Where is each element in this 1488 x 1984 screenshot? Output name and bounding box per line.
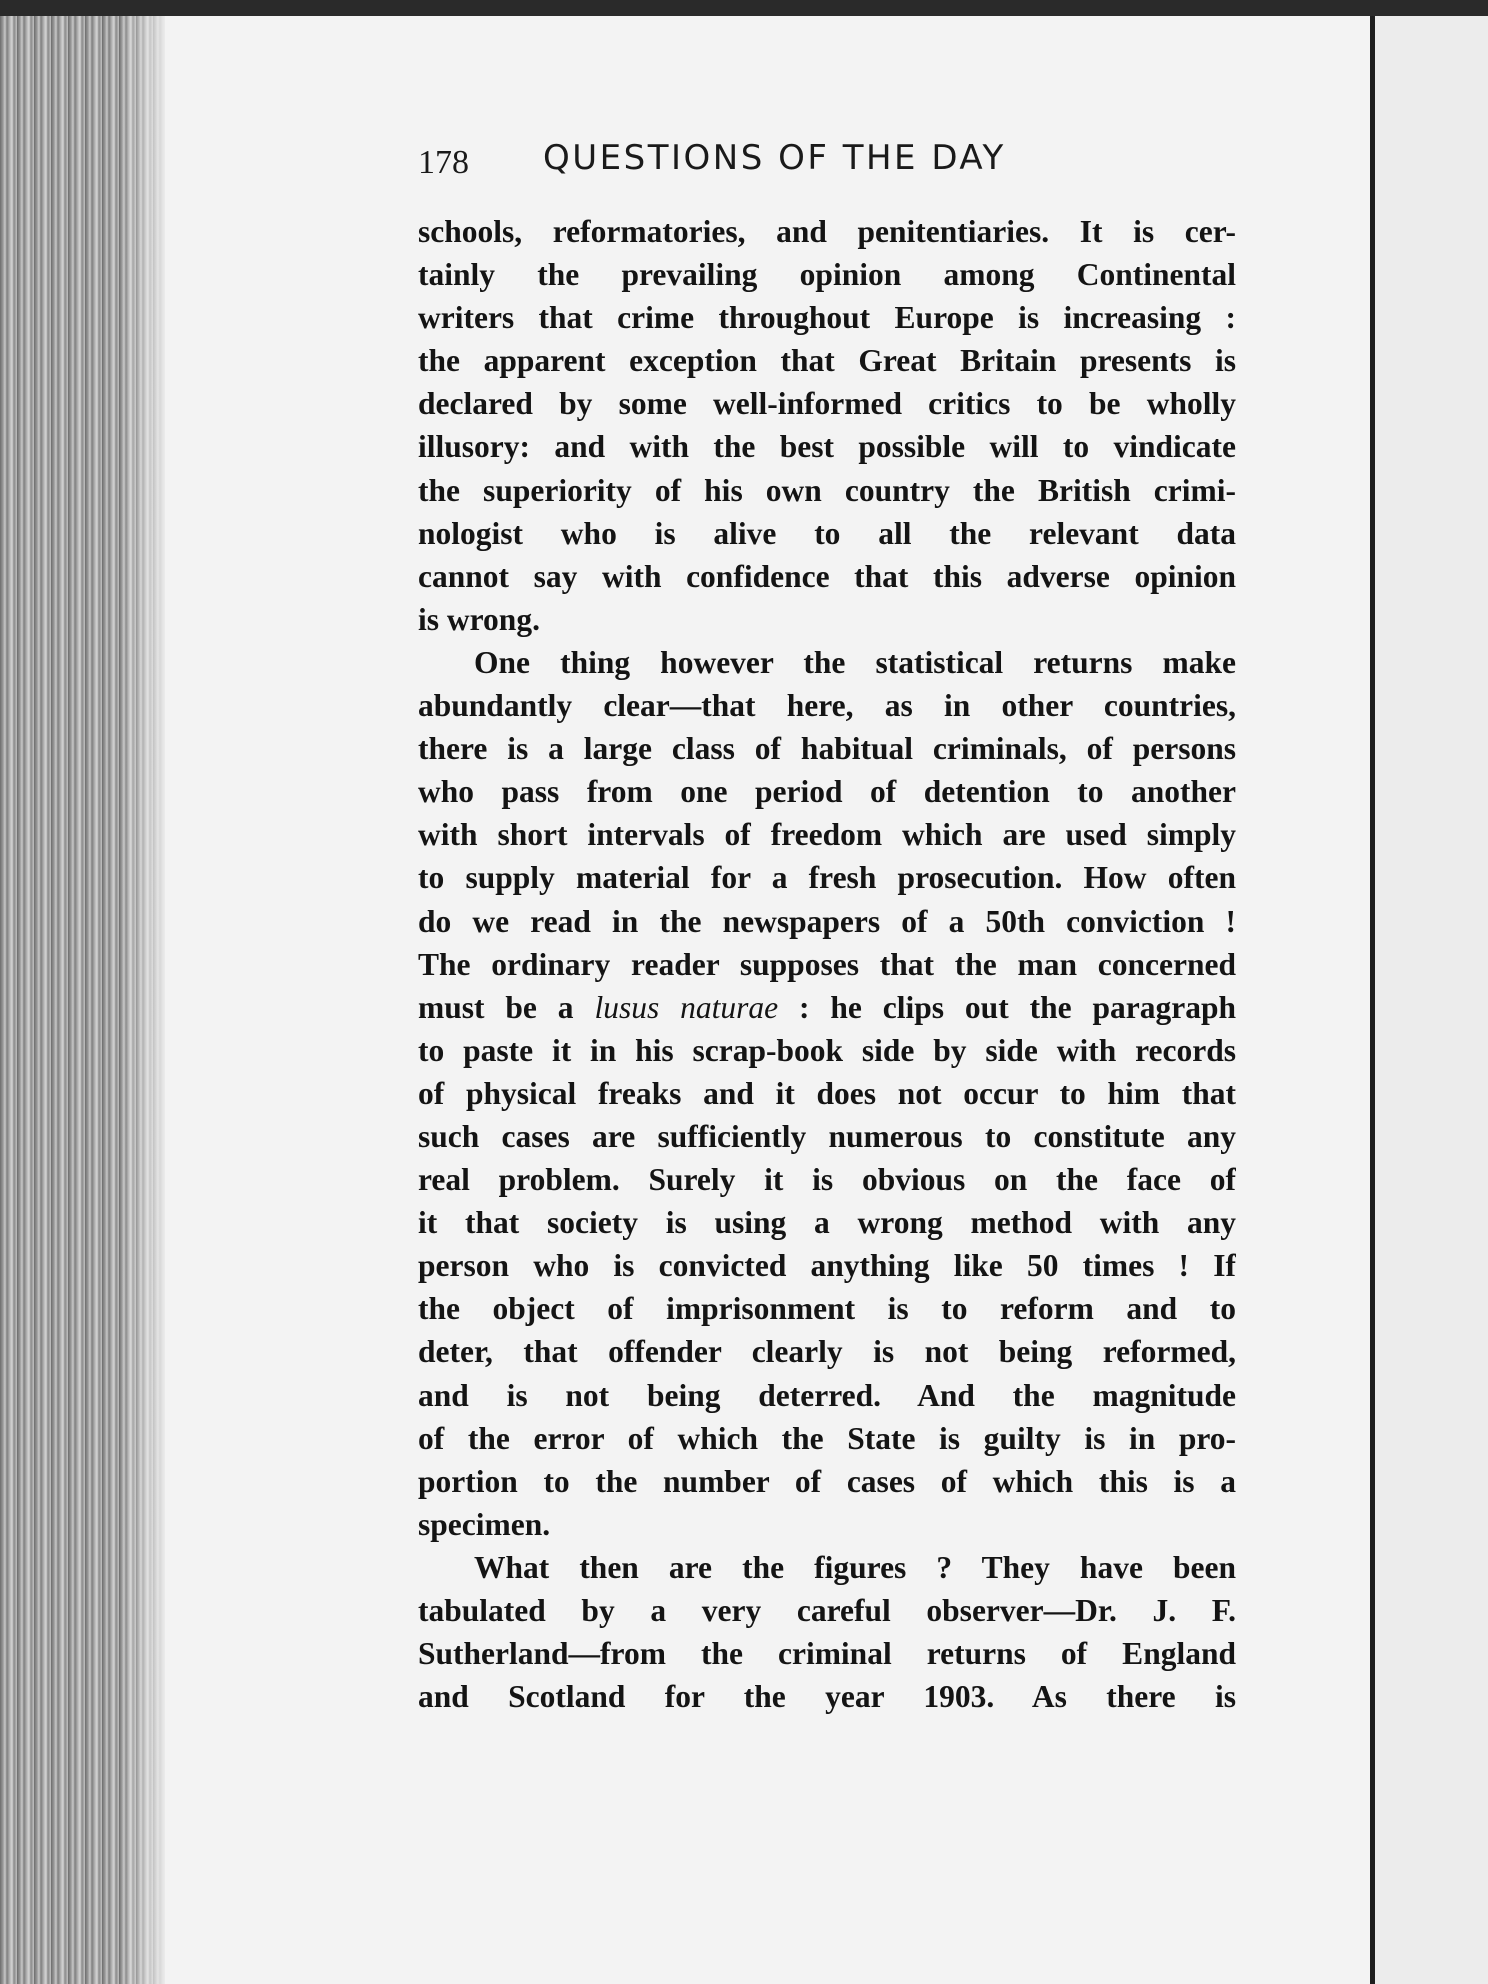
- text-line-with-italic: [418, 986, 1236, 1029]
- facing-page-edge: [1375, 16, 1488, 1984]
- text-line: illusory: and with the best possible will to vindicate: [418, 429, 1236, 465]
- italic-phrase: lusus naturae: [594, 989, 779, 1025]
- text-line: to supply material for a fresh prosecution. How often: [418, 860, 1236, 896]
- text-line: it that society is using a wrong method with any: [418, 1205, 1236, 1241]
- paragraph-1: [418, 210, 1236, 641]
- running-title: QUESTIONS OF THE DAY: [543, 138, 1006, 178]
- body-text: [418, 210, 1236, 1718]
- text-line: and Scotland for the year 1903. As there is: [418, 1679, 1236, 1715]
- text-line: The ordinary reader supposes that the man concerned: [418, 946, 1236, 982]
- text-line: the superiority of his own country the British crimi-: [418, 472, 1236, 508]
- paragraph-3: [418, 1546, 1236, 1718]
- text-line: specimen.: [418, 1506, 551, 1542]
- paragraph-2: [418, 641, 1236, 1546]
- text-line: there is a large class of habitual criminals, of persons: [418, 731, 1236, 767]
- book-page-edges: [0, 16, 170, 1984]
- text-line: abundantly clear—that here, as in other countries,: [418, 688, 1236, 724]
- text-line: cannot say with confidence that this adverse opinion: [418, 558, 1236, 594]
- text-line: What then are the figures ? They have been: [474, 1549, 1236, 1585]
- running-header: [418, 138, 1238, 188]
- text-line: declared by some well-informed critics to be wholly: [418, 386, 1236, 422]
- text-line: portion to the number of cases of which this is a: [418, 1463, 1236, 1499]
- text-line: is wrong.: [418, 601, 540, 637]
- text-line: tabulated by a very careful observer—Dr. J. F.: [418, 1593, 1236, 1628]
- text-line: such cases are sufficiently numerous to constitute any: [418, 1118, 1236, 1154]
- text-line: writers that crime throughout Europe is increasing :: [418, 300, 1236, 336]
- text-line: tainly the prevailing opinion among Continental: [418, 257, 1236, 293]
- text-line: of the error of which the State is guilty is in pro-: [418, 1420, 1236, 1456]
- text-line: who pass from one period of detention to another: [418, 774, 1236, 810]
- page-number: 178: [418, 144, 469, 181]
- text-segment: : he clips out the paragraph: [778, 989, 1236, 1025]
- text-line: and is not being deterred. And the magnitude: [418, 1377, 1236, 1413]
- text-line: schools, reformatories, and penitentiaries. It is cer-: [418, 214, 1236, 249]
- text-line: Sutherland—from the criminal returns of England: [418, 1636, 1236, 1672]
- scan-top-border: [0, 0, 1488, 16]
- text-line: with short intervals of freedom which are used simply: [418, 817, 1236, 853]
- text-line: real problem. Surely it is obvious on the face of: [418, 1162, 1236, 1198]
- text-line: do we read in the newspapers of a 50th conviction !: [418, 903, 1236, 939]
- text-segment: must be a: [418, 989, 595, 1025]
- text-line: to paste it in his scrap-book side by side with records: [418, 1032, 1236, 1068]
- text-line: One thing however the statistical returns make: [474, 644, 1236, 680]
- text-line: the object of imprisonment is to reform and to: [418, 1291, 1236, 1327]
- text-line: of physical freaks and it does not occur to him that: [418, 1075, 1236, 1111]
- text-line: nologist who is alive to all the relevant data: [418, 515, 1236, 551]
- text-line: deter, that offender clearly is not being reformed,: [418, 1334, 1236, 1370]
- text-line: the apparent exception that Great Britain presents is: [418, 343, 1236, 379]
- text-line: person who is convicted anything like 50 times ! If: [418, 1248, 1236, 1284]
